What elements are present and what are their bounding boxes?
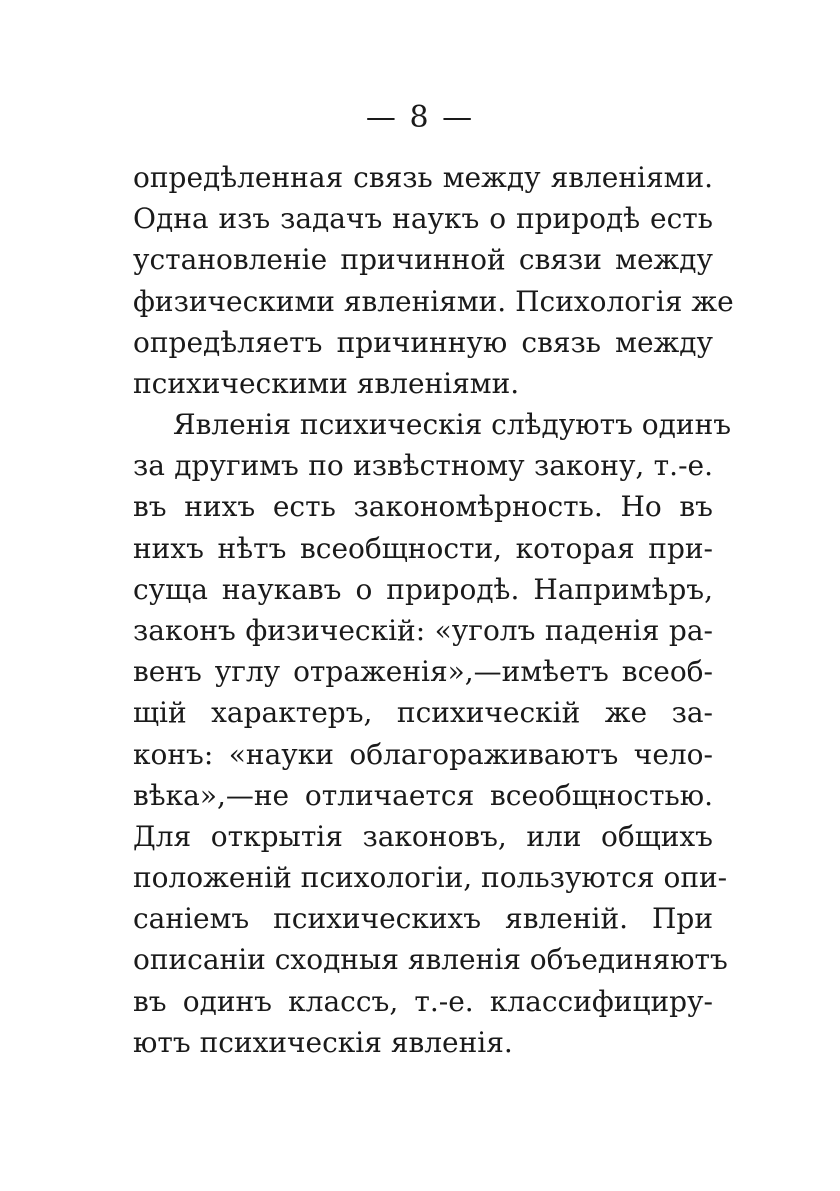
text-line: за другимъ по извѣстному закону, т.-е. — [133, 449, 713, 483]
text-line: законъ физическій: «уголъ паденія ра- — [133, 613, 713, 647]
text-line: суща наукавъ о природѣ. Напримѣръ, — [133, 572, 713, 606]
text-line: психическими явленіями. — [133, 366, 520, 400]
text-line: опредѣленная связь между явленіями. — [133, 161, 713, 194]
text-line: вѣка»,—не отличается всеобщностью. — [133, 778, 713, 812]
text-line: щій характеръ, психическій же за- — [133, 696, 713, 730]
text-line: Для открытія законовъ, или общихъ — [133, 819, 713, 853]
text-line: Одна изъ задачъ наукъ о природѣ есть — [133, 202, 713, 236]
text-line: нихъ нѣтъ всеобщности, которая при- — [133, 531, 713, 565]
text-line: установленіе причинной связи между — [133, 243, 713, 277]
text-line: положеній психологіи, пользуются опи- — [133, 861, 728, 895]
text-line: венъ углу отраженія»,—имѣетъ всеоб- — [133, 655, 713, 689]
text-line: въ нихъ есть закономѣрность. Но въ — [133, 490, 713, 524]
text-line: конъ: «науки облагораживаютъ чело- — [133, 737, 713, 771]
text-line: физическими явленіями. Психологія же — [133, 284, 734, 318]
text-line: ютъ психическія явленія. — [133, 1025, 513, 1059]
text-line: опредѣляетъ причинную связь между — [133, 325, 713, 359]
text-line: саніемъ психическихъ явленій. При — [133, 902, 713, 936]
text-line: въ одинъ классъ, т.-е. классифициру- — [133, 984, 713, 1018]
paragraph-1 — [133, 157, 734, 404]
page-number: — 8 — — [365, 100, 475, 135]
text-line: описаніи сходныя явленія объединяютъ — [133, 943, 728, 977]
text-line: Явленія психическія слѣдуютъ одинъ — [173, 408, 732, 441]
paragraph-2 — [133, 404, 732, 1063]
